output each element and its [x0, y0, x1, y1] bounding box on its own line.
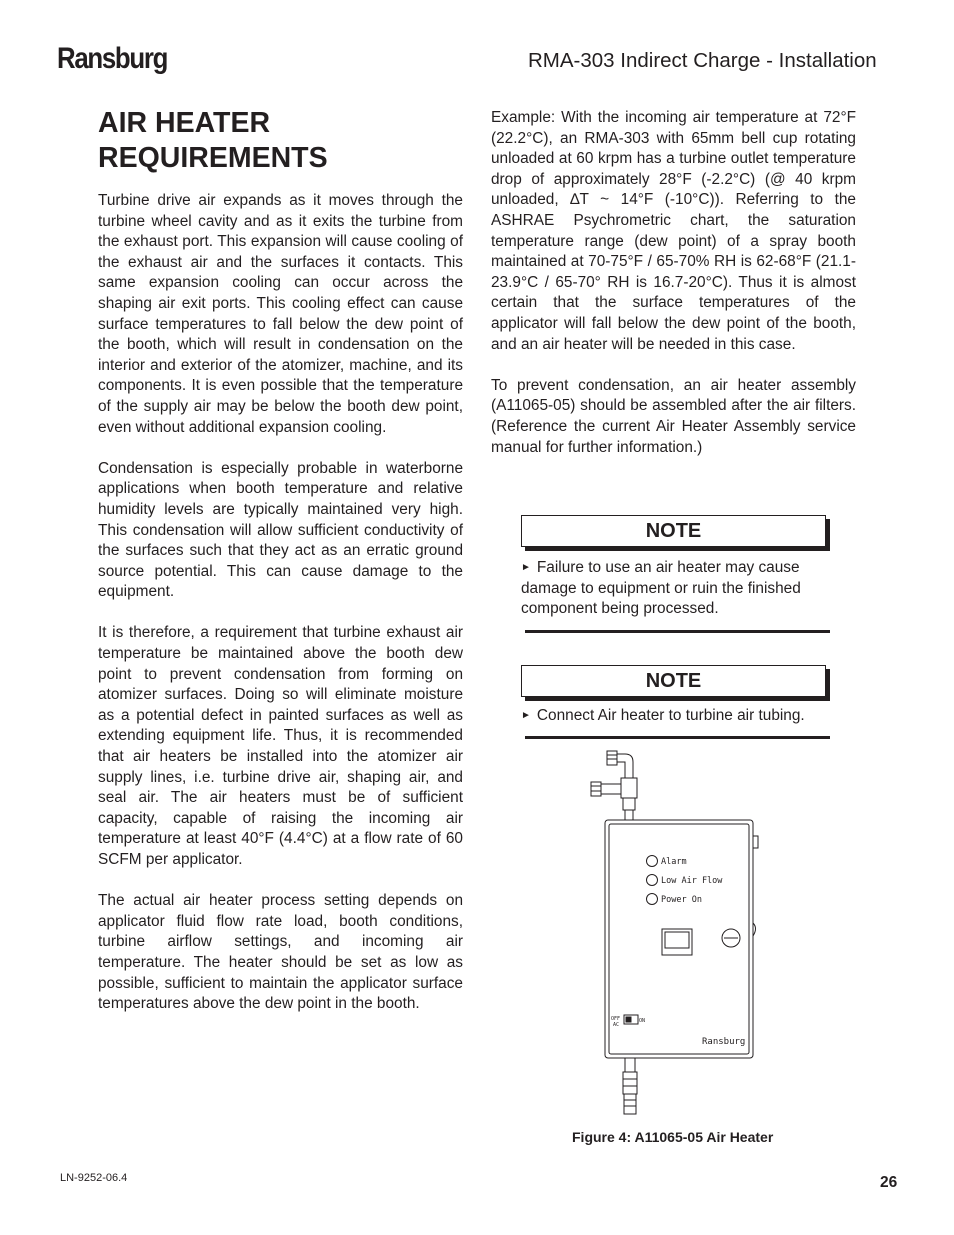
note-heading-1: NOTE: [521, 515, 826, 547]
document-number: LN-9252-06.4: [60, 1172, 128, 1184]
air-heater-illustration: [585, 748, 765, 1120]
note-heading-2: NOTE: [521, 665, 826, 697]
paragraph-prevent-condensation: To prevent condensation, an air heater assembly (A11065-05) should be assembled after the air filters. (Reference the current Air Heater Assembly service manual for further information.): [491, 376, 856, 456]
paragraph-requirement: It is therefore, a requirement that turbine exhaust air temperature be maintained above the booth dew point to prevent condensation from forming on atomizer surfaces. Doing so will eliminate moisture as a potential defect in painted surfaces as well as extending equipment life. Thus, it is recommended that air heaters be installed into the atomizer air supply lines, i.e. turbine drive air, shaping air, and seal air. The air heaters must be of sufficient capacity, capable of raising the incoming air temperature at least 40°F (4.4°C) at a flow rate of 60 SCFM per applicator.: [98, 624, 463, 868]
paragraph-expansion-cooling: Turbine drive air expands as it moves through the turbine wheel cavity and as it exits the turbine from the exhaust port. This expansion will cause cooling of the exhaust air and the surfaces it contacts. This same expansion cooling can occur across the shaping air exit ports. This cooling effect can cause surface temperatures to fall below the dew point of the booth, which will result in condensation on the interior and exterior of the atomizer, machine, and its components. It is even possible that the temperature of the supply air may be below the booth dew point, even without additional expansion cooling.: [98, 192, 463, 436]
paragraph-process-setting: The actual air heater process setting depends on applicator fluid flow rate load, booth conditions, turbine airflow settings, and incoming air temperature. The heater should be set as low as possible, sufficient to maintain the applicator surface temperatures above the dew point in the booth.: [98, 892, 463, 1013]
on-label: ON: [639, 1018, 646, 1024]
enclosure-brand-label: Ransburg: [702, 1037, 746, 1047]
paragraph-example: Example: With the incoming air temperature at 72°F (22.2°C), an RMA-303 with 65mm bell cup rotating unloaded at 60 krpm has a turbine outlet temperature drop of approximately 28°F (-2.2°C) (@ 40 krpm unloaded, ∆T ~ 14°F (-10°C)). Referring to the ASHRAE Psychrometric chart, the saturation temperature range (dew point) of a spray booth maintained at 70-75°F / 65-70% RH is 62-68°F (21.1-23.9°C / 65-70° RH is 16.7-20°C). Thus it is almost certain that the surface temperatures of the applicator will fall below the dew point of the booth, and an air heater will be needed in this case.: [491, 109, 856, 353]
note-text-2: [521, 706, 831, 727]
triangle-bullet-icon: ►: [521, 562, 531, 573]
ac-label: AC: [613, 1022, 620, 1028]
ransburg-logo: Ransburg: [57, 42, 168, 75]
note-rule-1: [525, 630, 830, 633]
triangle-bullet-icon: ►: [521, 710, 531, 721]
figure-caption: Figure 4: A11065-05 Air Heater: [572, 1129, 774, 1145]
page-number: 26: [880, 1174, 898, 1191]
left-column: [98, 191, 463, 1035]
paragraph-condensation: Condensation is especially probable in waterborne applications when booth temperature and relative humidity levels are typically maintained very high. This condensation will allow sufficient conductivity of the surfaces such that they act as an erratic ground source potential. This can cause damage to the equipment.: [98, 459, 463, 601]
note-text-1-content: Failure to use an air heater may cause damage to equipment or ruin the finished component being processed.: [521, 559, 801, 618]
note-text-2-content: Connect Air heater to turbine air tubing.: [536, 707, 805, 724]
right-column: [491, 108, 856, 479]
note-text-1: [521, 558, 831, 620]
section-title: AIR HEATER REQUIREMENTS: [98, 107, 328, 174]
off-label: OFF: [611, 1016, 621, 1022]
alarm-label: Alarm: [661, 857, 687, 867]
header-title: RMA-303 Indirect Charge - Installation: [528, 49, 877, 72]
low-air-flow-label: Low Air Flow: [661, 876, 723, 886]
power-on-label: Power On: [661, 895, 702, 905]
note-rule-2: [525, 736, 830, 739]
